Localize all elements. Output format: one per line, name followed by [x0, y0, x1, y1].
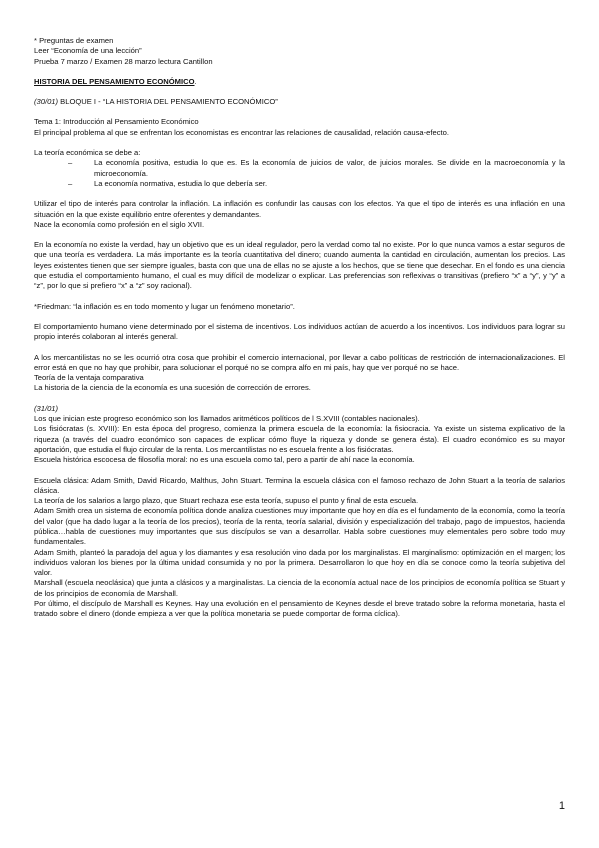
paragraph-comportamiento: El comportamiento humano viene determinado por el sistema de incentivos. Los individuos actúan de acuerdo a los incentivos. Los individuos para lograr su propio interés colaboran al interés general.	[34, 321, 565, 342]
paragraph-interes: Utilizar el tipo de interés para controlar la inflación. La inflación es confundir las causas con los efectos. Ya que el tipo de interés es una inflación en una situación en la que existe equilibrio entre oferentes y demandantes.	[34, 199, 565, 219]
paragraph-siglo: Nace la economía como profesión en el siglo XVII.	[34, 219, 205, 229]
tema-text: El principal problema al que se enfrentan los economistas es encontrar las relaciones de causalidad, relación causa-efecto.	[34, 127, 449, 137]
paragraph-verdad: En la economía no existe la verdad, hay un objetivo que es un ideal regulador, pero la verdad como tal no existe. Por lo que nunca vamos a estar seguros de que una teoría es verdadera. La más importante es la teoría cuantitativa del dinero; cuando aumenta la cantidad en circulación, aumentan los precios. Las leyes existentes tienen que ser siempre iguales, basta con que una de ellas no se ajuste a los hechos, que se tiene que desechar. En el fondo es una ciencia que estudia el comportamiento humano, el cual es muy difícil de modelizar o explicar. Las preferencias son reflexivas o transitivas (prefiero “x” a “y”, y “y” a “z”, por lo que si prefiero “x” a “z” soy racional).	[34, 240, 565, 291]
teoria-intro: La teoría económica se debe a:	[34, 148, 141, 158]
header-line-3: Prueba 7 marzo / Examen 28 marzo lectura Cantillon	[34, 56, 213, 66]
bloque-label: BLOQUE I - “LA HISTORIA DEL PENSAMIENTO ECONÓMICO”	[58, 97, 278, 107]
paragraph-historia: La historia de la ciencia de la economía es una sucesión de corrección de errores.	[34, 383, 311, 393]
paragraph-clasica: Escuela clásica: Adam Smith, David Ricardo, Malthus, John Stuart. Termina la escuela clásica con el famoso rechazo de John Stuart a la teoría de salarios clásica.	[34, 475, 565, 495]
paragraph-marshall: Marshall (escuela neoclásica) que junta a clásicos y a marginalistas. La ciencia de la economía actual nace de los principios de economía política se Stuart y de los principios de economía de Marshall.	[34, 578, 565, 598]
title-text: HISTORIA DEL PENSAMIENTO ECONÓMICO	[34, 76, 195, 86]
date-31-01: (31/01)	[34, 403, 59, 413]
header-line-2: Leer “Economía de una lección”	[34, 46, 142, 56]
paragraph-fisiocratas: Los fisiócratas (s. XVIII): En esta época del progreso, comienza la primera escuela de la economía: la fisiocracia. Ya existe un sistema explicativo de la riqueza (a través del cuadro económico son capaces de explicar cómo fluye la riqueza y donde se genera ésta). El cuadro económico es su mayor aportación, que estudia el flujo circular de la renta. Los mercantilistas no es escuela frente a los fisiócratas.	[34, 424, 565, 454]
paragraph-ventaja: Teoría de la ventaja comparativa	[34, 373, 144, 383]
list-item: – La economía positiva, estudia lo que es. Es la economía de juicios de valor, de juicios morales. Se divide en la macroeconomía y la microeconomía.	[94, 158, 565, 179]
document-title	[34, 77, 565, 87]
list-item: – La economía normativa, estudia lo que debería ser.	[94, 179, 565, 189]
paragraph-aritmeticos: Los que inician este progreso económico son los llamados aritméticos políticos de l S.XVIII (contables nacionales).	[34, 414, 420, 424]
page-number: 1	[558, 800, 565, 812]
paragraph-salarios: La teoría de los salarios a largo plazo, que Stuart rechaza ese esta teoría, supuso el punto y final de esta escuela.	[34, 496, 419, 506]
bloque-heading	[34, 97, 565, 107]
paragraph-escocesa: Escuela histórica escocesa de filosofía moral: no es una escuela como tal, pero a partir de ahí nace la economía.	[34, 455, 415, 465]
bloque-date: (30/01)	[34, 97, 59, 107]
teoria-list	[34, 158, 565, 189]
paragraph-paradoja: Adam Smith, planteó la paradoja del agua y los diamantes y esa resolución vino dada por los marginalistas. El marginalismo: optimización en el margen; los individuos valoran los bienes por la última unidad consumida y no por la primera. Desarrollaron lo que hoy en día se conoce como la teoría subjetiva del valor.	[34, 547, 565, 578]
tema-heading: Tema 1: Introducción al Pensamiento Económico	[34, 117, 199, 127]
paragraph-keynes: Por último, el discípulo de Marshall es Keynes. Hay una evolución en el pensamiento de Keynes desde el breve tratado sobre la reforma monetaria, hasta el tratado sobre el dinero (donde empieza a ver que la política monetaria se puede comportar de forma cíclica).	[34, 599, 565, 619]
title-dot: .	[194, 76, 197, 86]
header-line-1: * Preguntas de examen	[34, 36, 114, 45]
friedman-quote: *Friedman: “la inflación es en todo momento y lugar un fenómeno monetario”.	[34, 301, 295, 311]
paragraph-mercantilistas: A los mercantilistas no se les ocurrió otra cosa que prohibir el comercio internacional, por llevar a cabo políticas de restricción de internacionalizaciones. El error está en que no hay que prohibir, para solucionar el porqué no se compra alfo en mi país, hay que ver porqué no se hace.	[34, 352, 565, 372]
paragraph-adam-smith: Adam Smith crea un sistema de economía política donde analiza cuestiones muy importante que hoy en día es el fundamento de la economía, como la teoría del valor (que ha dado lugar a la teoría de los precios), teoría de la renta, teoría salarial, división y especialización del trabajo, pago de impuestos, hacienda pública…habla de cuestiones muy importantes que sus discípulos se van a desarrollar. Habla sobre cuestiones muy elementales pero sobre todo muy fundamentales.	[34, 506, 565, 547]
